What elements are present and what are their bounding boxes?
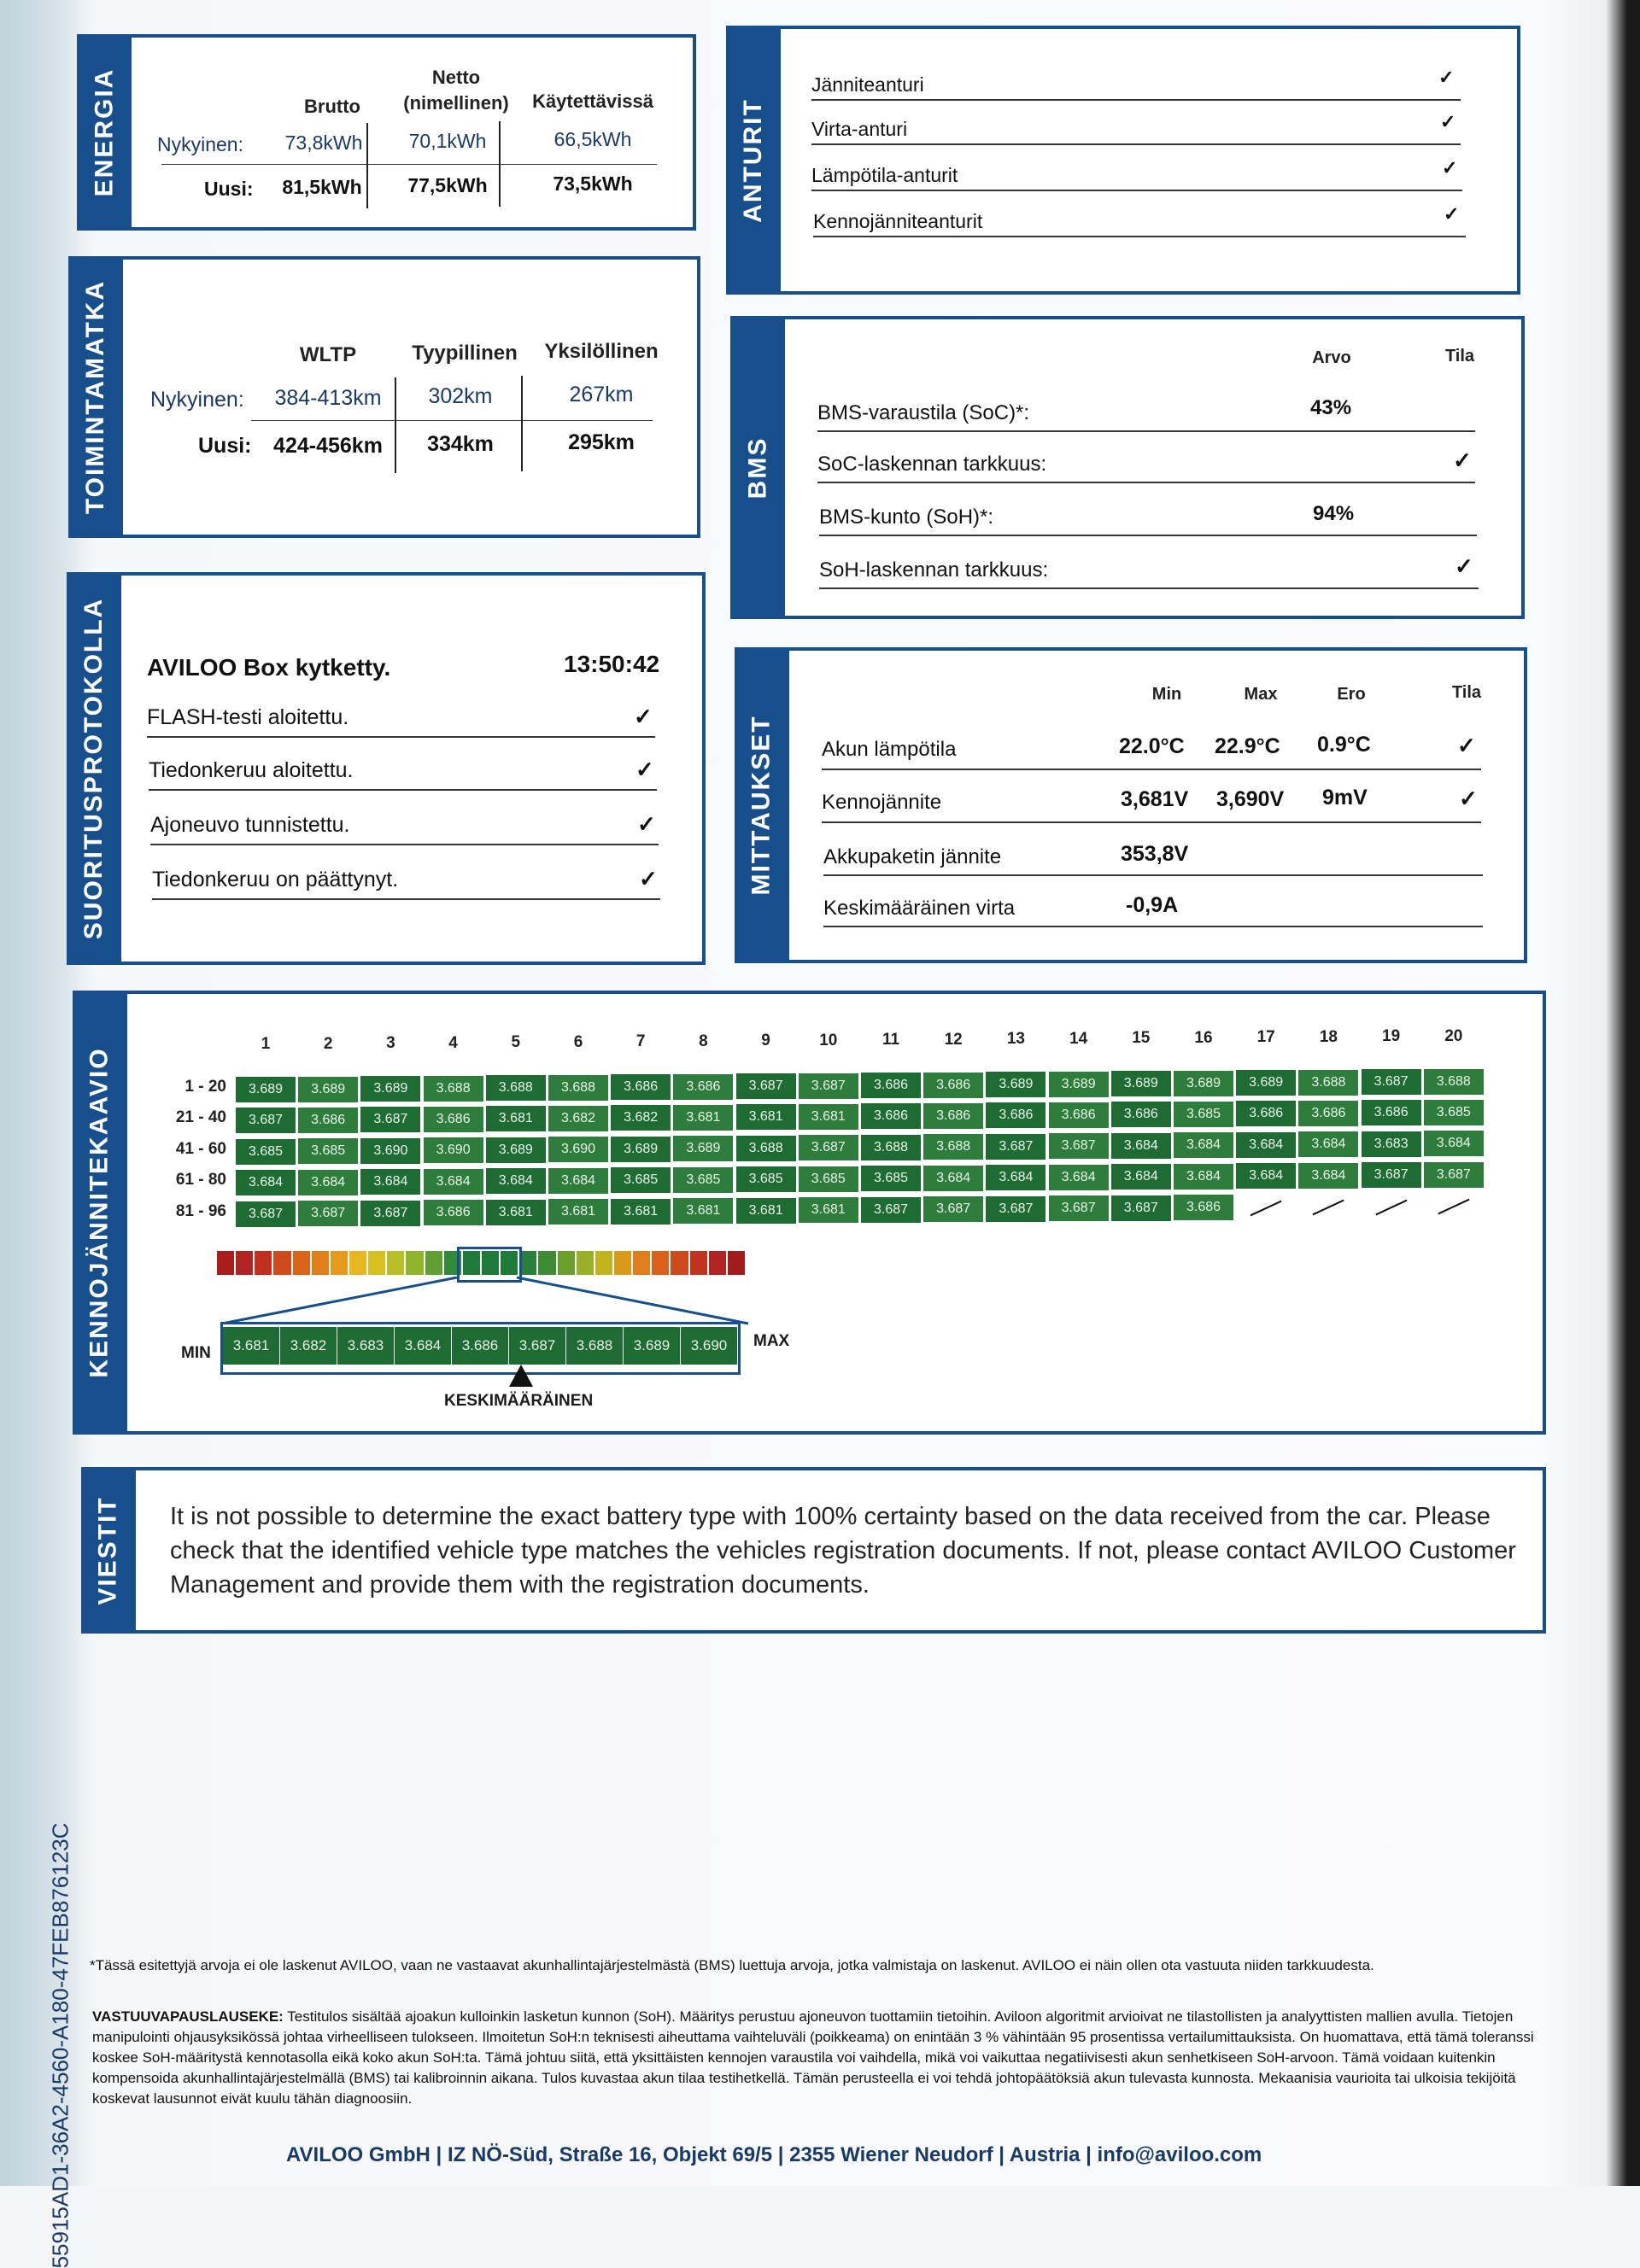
grid-row-label: 1 - 20: [184, 1078, 226, 1096]
legend-value: 3.686: [452, 1327, 508, 1365]
average-label: KESKIMÄÄRÄINEN: [444, 1392, 594, 1410]
cell-voltage-value: 3.686: [1361, 1099, 1422, 1126]
bms-divider: [819, 535, 1477, 536]
meas-max: 3,690V: [1216, 787, 1285, 811]
cell-voltage-value: 3.681: [485, 1199, 547, 1226]
cell-voltage-value: 3.684: [1173, 1131, 1234, 1159]
meas-row-label: Keskimääräinen virta: [823, 897, 1016, 920]
cell-voltage-value: 3.685: [610, 1166, 671, 1194]
cell-voltage-value: 3.685: [798, 1166, 859, 1193]
cell-voltage-value: 3.686: [860, 1072, 922, 1099]
cell-voltage-value: 3.688: [1297, 1069, 1359, 1096]
range-header-wltp: WLTP: [299, 343, 357, 366]
energy-panel: [77, 34, 696, 231]
grid-column-number: 16: [1194, 1028, 1213, 1047]
scale-segment: [425, 1251, 444, 1275]
protocol-step: Tiedonkeruu aloitettu.: [149, 758, 354, 782]
cell-voltage-value: 3.687: [798, 1134, 859, 1161]
scale-segment: [614, 1251, 633, 1275]
grid-column-number: 9: [761, 1032, 770, 1049]
cell-voltage-value: 3.687: [1361, 1068, 1422, 1096]
legend-value: 3.687: [509, 1327, 565, 1365]
grid-column-number: 4: [448, 1033, 458, 1052]
bms-row-value: 94%: [1313, 502, 1355, 525]
cell-voltage-value: 3.684: [423, 1168, 484, 1195]
cell-voltage-value: 3.686: [1235, 1100, 1297, 1127]
cell-voltage-value: 3.687: [985, 1133, 1046, 1160]
cell-voltage-value: 3.689: [1110, 1070, 1172, 1097]
protocol-panel: [67, 572, 706, 965]
cell-voltage-value: 3.689: [485, 1137, 547, 1164]
cell-voltage-value: 3.685: [860, 1165, 922, 1192]
grid-column-number: 15: [1132, 1029, 1151, 1047]
meas-col-min: Min: [1151, 685, 1182, 704]
check-icon: ✓: [1457, 733, 1476, 758]
scale-segment: [671, 1251, 689, 1275]
cell-voltage-value: 3.681: [798, 1196, 859, 1224]
energy-value: 66,5kWh: [554, 128, 632, 150]
protocol-step: Tiedonkeruu on päättynyt.: [152, 868, 399, 891]
check-icon: ✓: [634, 704, 653, 729]
bms-col-value: Arvo: [1312, 348, 1351, 367]
meas-divider: [822, 821, 1481, 823]
cell-voltage-value: 3.689: [1235, 1069, 1297, 1096]
legend-value: 3.681: [223, 1327, 279, 1365]
check-icon: ✓: [1440, 111, 1456, 132]
cell-voltage-value: 3.686: [1048, 1102, 1110, 1129]
scale-segment: [690, 1251, 709, 1275]
bms-divider: [817, 430, 1475, 432]
protocol-title: AVILOO Box kytketty.: [147, 654, 391, 681]
cell-voltage-value: 3.681: [548, 1198, 609, 1225]
meas-row-label: Kennojännite: [822, 791, 942, 814]
message-text: It is not possible to determine the exact battery type with 100% certainty based on the data received from the car. Please check that the identified vehicle type matches the vehicles registration documents. If not, please contact AVILOO Customer Management and provide them with the registration documents.: [170, 1503, 1516, 1599]
cell-voltage-value: 3.687: [360, 1200, 421, 1227]
energy-tab: [77, 34, 132, 231]
cell-voltage-value: 3.685: [297, 1137, 359, 1165]
cell-voltage-value: 3.687: [1048, 1132, 1110, 1160]
bms-section-title: BMS: [743, 436, 772, 499]
bms-tab: [730, 316, 785, 619]
check-icon: ✓: [1455, 553, 1473, 579]
scale-segment: [387, 1251, 406, 1275]
disclaimer-label: VASTUUVAPAUSLAUSEKE:: [92, 2008, 284, 2025]
check-icon: ✓: [1442, 157, 1458, 178]
scale-segment: [368, 1251, 387, 1275]
scale-segment: [255, 1251, 273, 1275]
energy-header-netto: Netto (nimellinen): [403, 67, 509, 114]
energy-col-divider: [499, 121, 501, 207]
cell-voltage-value: 3.684: [1048, 1164, 1110, 1191]
cell-voltage-value: 3.686: [922, 1102, 984, 1130]
grid-column-number: 18: [1319, 1027, 1338, 1046]
energy-section-title: ENERGIA: [90, 67, 118, 197]
cell-voltage-value: 3.687: [360, 1106, 421, 1133]
grid-column-number: 11: [882, 1031, 900, 1049]
bms-row-label: SoC-laskennan tarkkuus:: [817, 453, 1047, 476]
meas-divider: [822, 769, 1481, 770]
cell-voltage-value: 3.681: [610, 1198, 671, 1225]
protocol-divider: [147, 736, 655, 738]
range-section-title: TOIMINTAMATKA: [81, 279, 110, 515]
energy-value: 73,5kWh: [553, 172, 633, 195]
cell-voltage-value: 3.685: [235, 1138, 296, 1166]
cell-voltage-value: 3.686: [985, 1102, 1046, 1129]
meas-row-label: Akkupaketin jännite: [823, 845, 1002, 868]
cell-voltage-value: 3.684: [297, 1169, 359, 1196]
range-value: 302km: [428, 384, 493, 408]
cell-voltage-value: 3.684: [1297, 1131, 1359, 1158]
legend-max-label: MAX: [753, 1332, 790, 1350]
cell-voltage-value: 3.684: [922, 1165, 984, 1192]
cell-voltage-value: 3.684: [985, 1164, 1046, 1191]
meas-col-diff: Ero: [1337, 685, 1366, 704]
bms-row-label: BMS-kunto (SoH)*:: [819, 506, 994, 529]
legend-value: 3.684: [395, 1327, 451, 1365]
cell-voltage-value: 3.684: [548, 1167, 609, 1195]
cell-voltage-value: 3.684: [1423, 1130, 1485, 1157]
cell-voltage-value: 3.684: [1110, 1163, 1172, 1190]
meas-diff: 0.9°C: [1317, 733, 1371, 757]
sensor-divider: [811, 190, 1462, 191]
cell-voltage-value: 3.684: [1173, 1163, 1234, 1190]
cell-voltage-value: 3.687: [235, 1201, 296, 1228]
cell-voltage-value: 3.689: [360, 1075, 421, 1102]
grid-column-number: 2: [323, 1034, 333, 1053]
cell-voltage-value: 3.689: [1048, 1071, 1110, 1098]
average-marker-icon: [509, 1365, 533, 1387]
cell-voltage-value: 3.681: [735, 1197, 797, 1225]
check-icon: ✓: [1444, 203, 1460, 225]
protocol-time: 13:50:42: [564, 651, 660, 677]
sensor-divider: [811, 99, 1461, 101]
range-col-divider: [395, 377, 396, 473]
grid-column-number: 13: [1006, 1030, 1025, 1048]
cell-voltage-value: 3.688: [860, 1134, 922, 1161]
cell-voltage-value: 3.686: [1110, 1101, 1172, 1128]
scale-segment: [577, 1251, 595, 1275]
protocol-step: Ajoneuvo tunnistettu.: [150, 813, 350, 837]
scale-segment: [293, 1251, 312, 1275]
scale-segment: [558, 1251, 577, 1275]
cell-voltage-value: 3.686: [922, 1072, 984, 1099]
protocol-section-title: SUORITUSPROTOKOLLA: [79, 597, 108, 940]
sensor-item: Jänniteanturi: [811, 73, 924, 96]
scale-segment: [236, 1251, 255, 1275]
meas-min: 3,681V: [1121, 787, 1189, 811]
energy-row-label: Nykyinen:: [157, 133, 243, 155]
cell-voltage-value: 3.686: [423, 1106, 484, 1133]
cell-voltage-value: 3.685: [672, 1166, 734, 1194]
cell-voltage-value: 3.686: [423, 1199, 484, 1226]
messages-tab: [81, 1467, 136, 1634]
grid-column-number: 10: [819, 1031, 838, 1049]
cell-voltage-value: 3.687: [735, 1073, 797, 1100]
bms-divider: [817, 482, 1475, 483]
protocol-divider: [152, 898, 660, 900]
protocol-tab: [67, 572, 121, 965]
sensor-divider: [811, 143, 1461, 145]
voltage-legend: [220, 1322, 741, 1375]
check-icon: ✓: [1438, 67, 1455, 88]
cell-voltage-value: 3.681: [672, 1197, 734, 1225]
cell-voltage-value: 3.681: [672, 1104, 734, 1131]
scale-segment: [633, 1251, 652, 1275]
meas-row-label: Akun lämpötila: [822, 738, 957, 761]
cell-voltage-value: 3.686: [1173, 1194, 1234, 1221]
legend-value: 3.690: [681, 1327, 737, 1365]
legend-value: 3.682: [280, 1327, 337, 1365]
sensor-item: Virta-anturi: [811, 118, 908, 140]
scale-segment: [331, 1251, 349, 1275]
cell-voltage-value: 3.686: [1297, 1100, 1359, 1127]
cell-voltage-value: 3.687: [1423, 1161, 1485, 1189]
document-id: 55915AD1-36A2-4560-A180-47FEB876123C: [47, 1822, 73, 2268]
meas-max: 22.9°C: [1215, 734, 1280, 758]
cell-voltage-value: 3.689: [610, 1136, 671, 1163]
cell-voltage-value: 3.688: [485, 1074, 547, 1102]
grid-row-label: 61 - 80: [175, 1171, 226, 1190]
protocol-step: FLASH-testi aloitettu.: [147, 705, 349, 729]
cell-voltage-value: 3.687: [297, 1200, 359, 1227]
energy-row-divider: [161, 164, 657, 165]
cell-voltage-value: 3.683: [1361, 1131, 1422, 1158]
cell-voltage-value: 3.688: [548, 1074, 609, 1102]
measurements-panel: [735, 647, 1527, 963]
measurements-section-title: MITTAUKSET: [747, 715, 776, 896]
energy-col-divider: [366, 123, 368, 208]
grid-row-label: 81 - 96: [175, 1201, 226, 1220]
bms-col-status: Tila: [1444, 347, 1475, 365]
grid-column-number: 20: [1444, 1026, 1463, 1045]
scale-segment: [217, 1251, 236, 1275]
grid-column-number: 12: [944, 1030, 963, 1049]
sensors-panel: [726, 26, 1520, 295]
meas-diff: 9mV: [1322, 786, 1368, 810]
scale-segment: [349, 1251, 368, 1275]
cell-voltage-value: 3.687: [922, 1195, 984, 1223]
cell-voltage-value: 3.682: [548, 1105, 609, 1132]
check-icon: ✓: [637, 811, 656, 837]
energy-value: 81,5kWh: [282, 176, 362, 198]
grid-column-number: 3: [386, 1034, 395, 1052]
range-panel: [68, 256, 700, 538]
cell-voltage-value: 3.688: [1423, 1068, 1485, 1096]
messages-section-title: VIESTIT: [94, 1495, 123, 1605]
grid-column-number: 14: [1069, 1029, 1088, 1048]
cell-voltage-value: 3.684: [1110, 1132, 1172, 1160]
range-row-label: Uusi:: [198, 434, 252, 458]
sensor-divider: [813, 236, 1466, 237]
grid-column-number: 7: [636, 1032, 646, 1050]
meas-min: -0,9A: [1126, 893, 1179, 917]
sensor-item: Lämpötila-anturit: [811, 164, 958, 186]
cell-voltage-value: 3.687: [1110, 1195, 1172, 1222]
legend-min-label: MIN: [181, 1344, 211, 1362]
cell-voltage-value: 3.682: [610, 1104, 671, 1131]
protocol-divider: [150, 844, 659, 845]
bms-row-label: BMS-varaustila (SoC)*:: [817, 401, 1030, 424]
cell-voltage-value: 3.685: [735, 1166, 797, 1193]
footnote: *Tässä esitettyjä arvoja ei ole laskenut AVILOO, vaan ne vastaavat akunhallintajärjestelmästä (BMS) luettuja arvoja, jotka valmistaja on laskenut. AVILOO ei näin ollen ota vastuuta niiden tarkkuudesta.: [90, 1957, 1374, 1973]
scale-segment: [312, 1251, 331, 1275]
cell-voltage-value: 3.690: [423, 1137, 484, 1164]
cell-voltage-value: 3.687: [985, 1195, 1046, 1223]
cell-voltage-value: 3.684: [360, 1168, 421, 1195]
grid-column-number: 8: [699, 1032, 708, 1050]
range-col-divider: [521, 376, 523, 471]
meas-col-status: Tila: [1451, 683, 1482, 702]
cell-voltage-section-title: KENNOJÄNNITEKAAVIO: [85, 1047, 114, 1378]
sensors-section-title: ANTURIT: [739, 97, 767, 223]
cell-voltage-value: 3.687: [235, 1107, 296, 1134]
scale-segment: [728, 1251, 747, 1275]
scale-segment: [406, 1251, 425, 1275]
cell-voltage-value: 3.685: [1423, 1099, 1485, 1126]
range-header-individual: Yksilöllinen: [544, 340, 659, 363]
energy-header-brutto: Brutto: [304, 96, 360, 117]
cell-voltage-value: 3.684: [1235, 1131, 1297, 1159]
cell-voltage-value: 3.687: [1048, 1195, 1110, 1222]
bms-row-value: 43%: [1310, 396, 1352, 419]
cell-voltage-value: 3.688: [735, 1135, 797, 1162]
grid-row-label: 41 - 60: [175, 1139, 226, 1158]
range-value: 334km: [427, 432, 494, 456]
cell-voltage-value: 3.687: [798, 1073, 859, 1100]
zoom-connector: [214, 1276, 760, 1327]
cell-voltage-value: 3.684: [485, 1167, 547, 1195]
cell-voltage-value: 3.684: [1297, 1162, 1359, 1190]
range-row-divider: [251, 420, 653, 421]
energy-value: 73,8kWh: [284, 132, 363, 154]
bms-panel: [730, 316, 1525, 619]
meas-divider: [823, 874, 1483, 876]
cell-voltage-value: 3.685: [1173, 1101, 1234, 1128]
cell-voltage-value: 3.689: [235, 1076, 296, 1103]
cell-voltage-value: 3.689: [985, 1071, 1046, 1098]
cell-voltage-value: 3.689: [297, 1076, 359, 1103]
scale-segment: [273, 1251, 292, 1275]
energy-value: 70,1kWh: [408, 130, 487, 152]
scale-segment: [519, 1251, 538, 1275]
range-header-typical: Tyypillinen: [412, 342, 518, 365]
check-icon: ✓: [636, 757, 654, 782]
energy-header-available: Käytettävissä: [532, 91, 653, 112]
cell-voltage-value: 3.681: [798, 1103, 859, 1131]
energy-row-label: Uusi:: [204, 178, 254, 200]
meas-divider: [823, 926, 1483, 927]
grid-column-number: 5: [511, 1033, 521, 1051]
protocol-divider: [149, 789, 657, 791]
bms-divider: [819, 587, 1479, 589]
energy-value: 77,5kWh: [407, 174, 488, 196]
range-value: 424-456km: [273, 434, 383, 458]
cell-voltage-value: 3.681: [735, 1103, 797, 1131]
cell-voltage-value: 3.690: [548, 1136, 609, 1163]
range-tab: [68, 256, 123, 538]
cell-voltage-value: 3.686: [610, 1073, 671, 1101]
disclaimer-text: Testitulos sisältää ajoakun kulloinkin lasketun kunnon (SoH). Määritys perustuu ajoneuvon tuottamiin tietoihin. Aviloon algoritmit arvioivat ne tilastollisten ja analyyttisten mallien avulla. Tietojen manipulointi ohjausyksikössä johtaa virheelliseen tulokseen. Ilmoitetun SoH:n teknisesti aiheuttama vaihteluväli (poikkeama) on enintään 3 % vähintään 95 prosentissa vertailumittauksista. On huomattava, että tämä toleranssi koskee SoH-määritystä kennotasolla eikä koko akun SoH:ta. Tämä johtuu siitä, että yksittäisten kennojen varaustila voi vaihdella, mikä voi vaikuttaa negatiivisesti akun senhetkiseen SoH-arvoon. Tämä voidaan kuitenkin kompensoida akunhallintajärjestelmällä (BMS) tai kalibroinnin aikana. Tulos kuvastaa akun tilaa testihetkellä. Tämän perusteella ei voi tehdä johtopäätöksiä akun tulevasta kunnosta. Mekaanisia vaurioita tai ulkoisia tekijöitä koskevat lausunnot eivät kuulu tähän diagnoosiin.: [92, 2008, 1534, 2107]
meas-col-max: Max: [1244, 685, 1278, 704]
meas-min: 22.0°C: [1119, 734, 1185, 758]
range-row-label: Nykyinen:: [150, 388, 244, 412]
meas-min: 353,8V: [1121, 842, 1189, 866]
scale-segment: [538, 1251, 557, 1275]
cell-voltage-value: 3.686: [860, 1102, 922, 1130]
grid-row-label: 21 - 40: [175, 1108, 226, 1127]
cell-voltage-value: 3.686: [672, 1073, 734, 1101]
legend-value: 3.683: [337, 1327, 394, 1365]
footer: AVILOO GmbH | IZ NÖ-Süd, Straße 16, Objekt 69/5 | 2355 Wiener Neudorf | Austria | info@aviloo.com: [286, 2143, 1262, 2166]
measurements-tab: [735, 647, 789, 963]
cell-voltage-value: 3.684: [1235, 1162, 1297, 1190]
sensor-item: Kennojänniteanturit: [813, 210, 983, 232]
cell-voltage-value: 3.688: [922, 1133, 984, 1160]
legend-value: 3.689: [624, 1327, 680, 1365]
scale-segment: [652, 1251, 671, 1275]
grid-column-number: 1: [261, 1035, 271, 1053]
grid-column-number: 17: [1256, 1028, 1275, 1046]
disclaimer: [92, 2007, 1561, 2109]
cell-voltage-value: 3.689: [1173, 1070, 1234, 1097]
grid-column-number: 6: [573, 1032, 583, 1051]
cell-voltage-value: 3.686: [297, 1107, 359, 1134]
check-icon: ✓: [1453, 447, 1472, 473]
legend-value: 3.688: [566, 1327, 623, 1365]
cell-voltage-value: 3.690: [360, 1137, 421, 1165]
cell-voltage-value: 3.689: [672, 1135, 734, 1162]
cell-voltage-value: 3.687: [860, 1196, 922, 1224]
cell-voltage-tab: [73, 991, 127, 1435]
cell-voltage-value: 3.684: [235, 1169, 296, 1196]
check-icon: ✓: [1459, 786, 1478, 811]
range-value: 267km: [569, 383, 634, 406]
cell-voltage-value: 3.687: [1361, 1161, 1422, 1189]
scale-segment: [595, 1251, 614, 1275]
cell-voltage-value: 3.688: [423, 1075, 484, 1102]
range-value: 384-413km: [274, 386, 382, 410]
check-icon: ✓: [639, 866, 658, 891]
scale-segment: [709, 1251, 728, 1275]
messages-panel: [81, 1467, 1546, 1634]
sensors-tab: [726, 26, 781, 295]
grid-column-number: 19: [1382, 1027, 1401, 1045]
cell-voltage-value: 3.681: [485, 1105, 547, 1132]
bms-row-label: SoH-laskennan tarkkuus:: [819, 558, 1049, 582]
range-value: 295km: [568, 430, 635, 454]
